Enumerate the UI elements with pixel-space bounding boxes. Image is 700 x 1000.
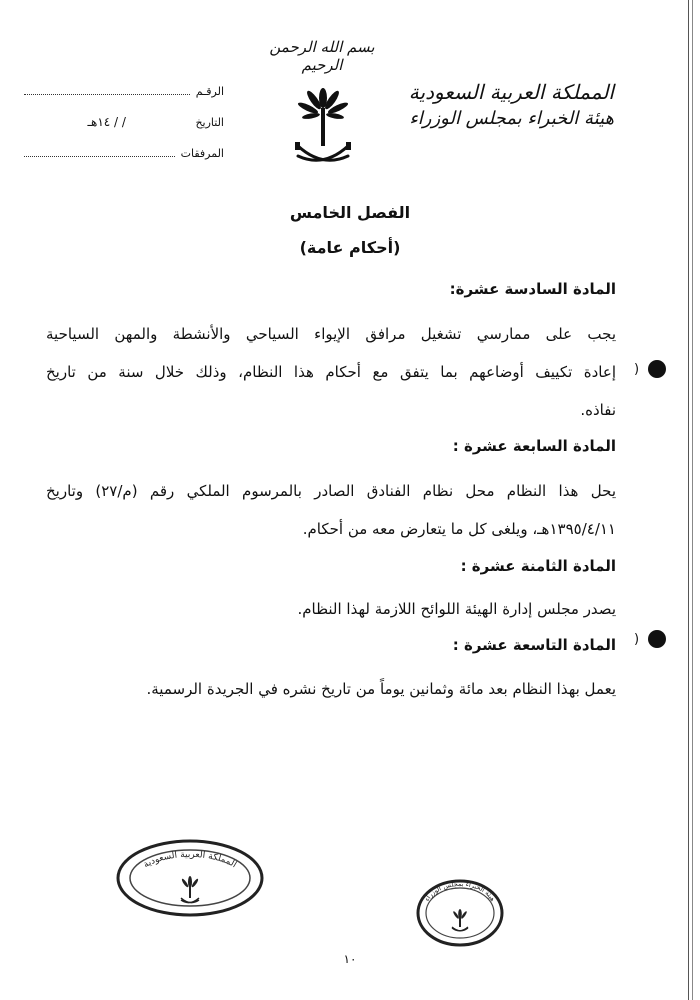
scan-edge-line [692, 0, 693, 1000]
punch-hole [648, 360, 666, 378]
punch-hole-mark: ) [634, 632, 640, 647]
stamp-text: هيئة الخبراء بمجلس الوزراء [423, 879, 497, 903]
article-text-line: يجب على ممارسي تشغيل مرافق الإيواء السياحي والأنشطة والمهن السياحية [46, 325, 616, 343]
article-text-line: يحل هذا النظام محل نظام الفنادق الصادر بالمرسوم الملكي رقم (م/٢٧) وتاريخ [46, 482, 616, 500]
chapter-title: الفصل الخامس [289, 203, 411, 222]
date-value: / / ١٤هـ [87, 115, 126, 129]
ref-label: الرقـم [195, 85, 224, 98]
date-label: التاريخ [195, 116, 224, 129]
official-stamp-left [115, 838, 265, 918]
article-text-line: إعادة تكييف أوضاعهم بما يتفق مع أحكام هذا النظام، وذلك خلال سنة من تاريخ [46, 363, 616, 381]
article-heading: المادة الثامنة عشرة : [460, 557, 616, 575]
article-text-line: ١٣٩٥/٤/١١هـ، ويلغى كل ما يتعارض معه من أحكام. [302, 520, 616, 538]
organization-header [404, 78, 614, 132]
scan-edge-line [688, 0, 689, 1000]
article-heading: المادة السابعة عشرة : [452, 437, 616, 455]
org-department: هيئة الخبراء بمجلس الوزراء [409, 108, 614, 129]
svg-text:المملكة العربية السعودية [142, 850, 238, 870]
ref-number-row [24, 84, 224, 115]
official-stamp-right [415, 878, 505, 948]
reference-block [24, 84, 224, 177]
ref-dotted-line [24, 84, 190, 95]
article-text-line: يصدر مجلس إدارة الهيئة اللوائح اللازمة لهذا النظام. [297, 600, 616, 618]
page-number: ١٠ [343, 952, 357, 966]
article-text-line: يعمل بهذا النظام بعد مائة وثمانين يوماً من تاريخ نشره في الجريدة الرسمية. [146, 680, 616, 698]
date-row [24, 115, 224, 146]
article-heading: المادة السادسة عشرة: [449, 280, 616, 298]
saudi-emblem-icon [292, 78, 354, 178]
article-text-line: نفاذه. [580, 401, 616, 419]
basmala: بسم الله الرحمن الرحيم [269, 38, 375, 74]
chapter-subtitle: (أحكام عامة) [299, 238, 401, 257]
attachments-dotted-line [24, 146, 175, 157]
article-heading: المادة التاسعة عشرة : [452, 636, 616, 654]
attachments-row [24, 146, 224, 177]
svg-text:هيئة الخبراء بمجلس الوزراء [423, 880, 497, 903]
org-name: المملكة العربية السعودية [408, 80, 614, 104]
stamp-text: المملكة العربية السعودية [141, 849, 239, 871]
punch-hole-mark: ) [634, 362, 640, 377]
punch-hole [648, 630, 666, 648]
attachments-label: المرفقات [180, 147, 224, 160]
